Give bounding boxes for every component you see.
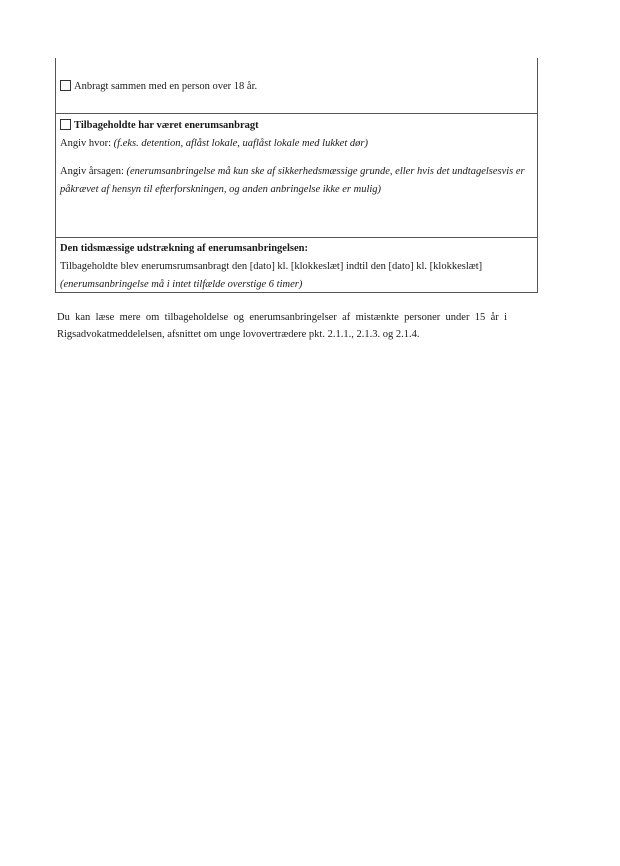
duration-hint: (enerumsanbringelse må i intet tilfælde overstige 6 timer) [60,279,303,290]
adult-placement-label: Anbragt sammen med en person over 18 år. [74,81,258,92]
row-adult-placement [56,58,537,113]
reason-label: Angiv årsagen: [60,166,127,177]
form-table [55,58,538,293]
row-duration [56,237,537,292]
solitary-placement-label: Tilbageholdte har været enerumsanbragt [74,120,259,131]
duration-heading: Den tidsmæssige udstrækning af enerumsanbringelsen: [60,243,308,254]
reason-hint: (enerumsanbringelse må kun ske af sikkerhedsmæssige grunde, eller hvis det undtagelsesvis er påkrævet af hensyn til efterforskningen, og anden anbringelse ikke er mulig) [60,166,525,195]
checkbox-solitary-placement[interactable] [60,119,71,130]
footnote-paragraph: Du kan læse mere om tilbageholdelse og enerumsanbringelser af mistænkte personer under 15 år i Rigsadvokatmeddelelsen, afsnittet om unge lovovertrædere pkt. 2.1.1., 2.1.3. og 2.1.4. [57,312,507,340]
where-hint: (f.eks. detention, aflåst lokale, uaflåst lokale med lukket dør) [113,138,368,149]
duration-text: Tilbageholdte blev enerumsrumsanbragt den [dato] kl. [klokkeslæt] indtil den [dato] kl. [klokkeslæt] [60,261,483,272]
where-label: Angiv hvor: [60,138,114,149]
checkbox-adult-placement[interactable] [60,80,71,91]
row-solitary-placement [56,113,537,237]
